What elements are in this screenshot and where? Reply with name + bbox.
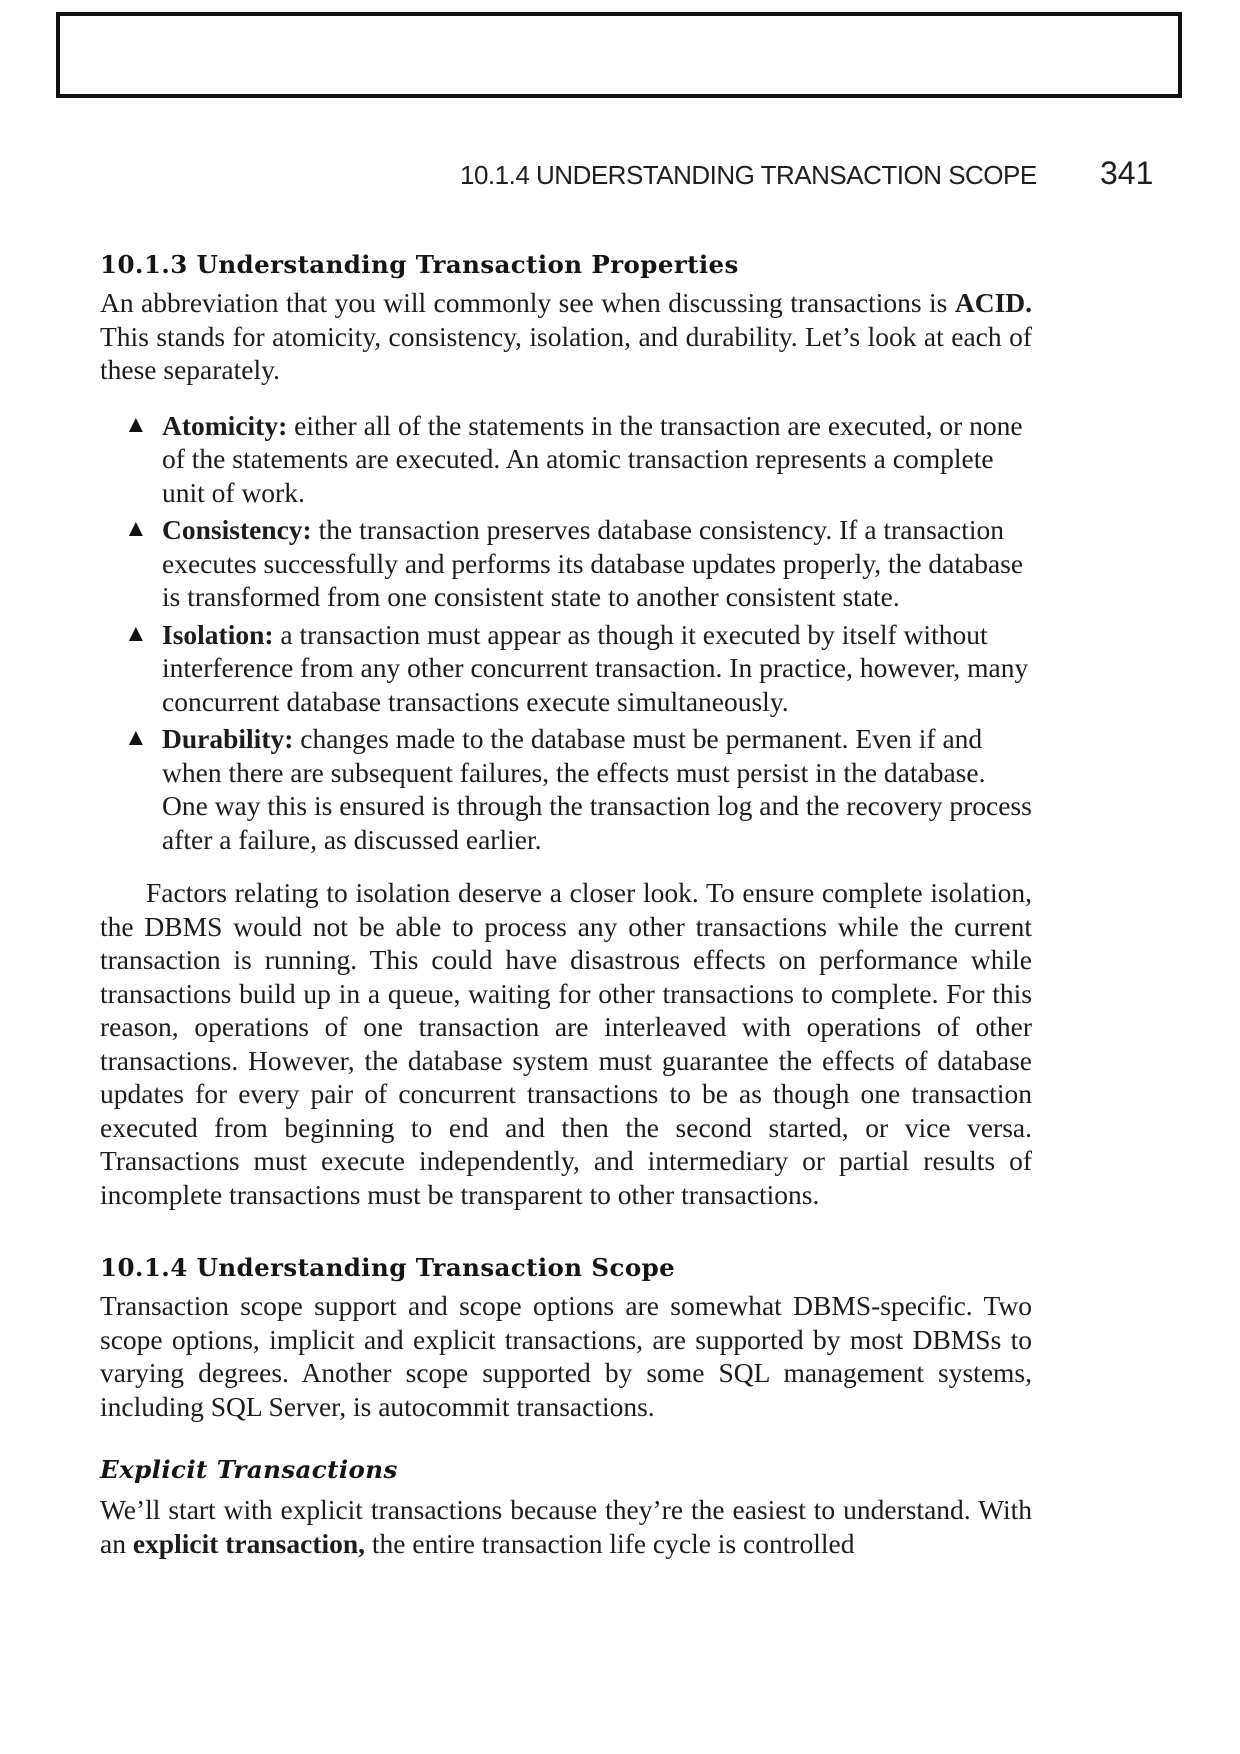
bullet-text: a transaction must appear as though it executed by itself without interference from any other concurrent transaction. In practice, however, many concurrent database transactions execute simultaneously. bbox=[162, 618, 1029, 717]
scope-paragraph: Transaction scope support and scope options are somewhat DBMS-specific. Two scope options, implicit and explicit transactions, are supported by most DBMSs to varying degrees. Another scope supported by some SQL management systems, including SQL Server, is autocommit transactions. bbox=[100, 1290, 1032, 1422]
bullet-text: the transaction preserves database consistency. If a transaction executes successfully and performs its database updates properly, the database is transformed from one consistent state to another consistent state. bbox=[162, 514, 1024, 612]
explicit-text-start: We’ll start with explicit transactions because they’re the easiest to understand. With an bbox=[100, 1494, 1032, 1559]
running-head: 10.1.4 UNDERSTANDING TRANSACTION SCOPE bbox=[460, 160, 1037, 190]
isolation-paragraph: Factors relating to isolation deserve a closer look. To ensure complete isolation, the DBMS would not be able to process any other transactions while the current transaction is running. This could have disastrous effects on performance while transactions build up in a queue, waiting for other transactions to complete. For this reason, operations of one transaction are interleaved with operations of other transactions. However, the database system must guarantee the effects of database updates for every pair of concurrent transactions to be as though one transaction executed from beginning to end and then the second started, or vice versa. Transactions must execute independently, and intermediary or partial results of incomplete transactions must be transparent to other transactions. bbox=[100, 877, 1032, 1210]
section-heading-transaction-scope: 10.1.4 Understanding Transaction Scope bbox=[100, 1253, 676, 1282]
explicit-paragraph bbox=[100, 1493, 1032, 1560]
intro-text-start: An abbreviation that you will commonly see when discussing transactions is bbox=[100, 287, 955, 318]
list-item-atomicity bbox=[100, 409, 1032, 510]
section-heading-transaction-properties: 10.1.3 Understanding Transaction Properties bbox=[100, 250, 739, 279]
list-item-consistency bbox=[100, 513, 1032, 614]
explicit-text-end: the entire transaction life cycle is controlled bbox=[365, 1527, 855, 1559]
bullet-term: Isolation: bbox=[162, 618, 274, 650]
triangle-bullet-icon: ▲ bbox=[124, 516, 148, 542]
bullet-term: Consistency: bbox=[162, 514, 312, 545]
acid-term: ACID. bbox=[954, 287, 1032, 318]
bullet-text: either all of the statements in the transaction are executed, or none of the statements are executed. An atomic transaction represents a complete unit of work. bbox=[162, 409, 1023, 508]
bullet-text: changes made to the database must be permanent. Even if and when there are subsequent failures, the effects must persist in the database. One way this is ensured is through the transaction log and the recovery process after a failure, as discussed earlier. bbox=[162, 723, 1032, 855]
page-number: 341 bbox=[1100, 155, 1154, 191]
bullet-term: Atomicity: bbox=[162, 409, 288, 441]
subheading-explicit-transactions: Explicit Transactions bbox=[100, 1455, 398, 1484]
bullet-term: Durability: bbox=[162, 723, 294, 754]
intro-paragraph bbox=[100, 286, 1032, 387]
triangle-bullet-icon: ▲ bbox=[124, 411, 148, 438]
intro-text-end: This stands for atomicity, consistency, isolation, and durability. Let’s look at each of these separately. bbox=[100, 320, 1032, 385]
explicit-transaction-term: explicit transaction, bbox=[132, 1527, 366, 1559]
list-item-durability bbox=[100, 722, 1032, 856]
list-item-isolation bbox=[100, 618, 1032, 719]
triangle-bullet-icon: ▲ bbox=[124, 620, 148, 647]
acid-property-list bbox=[100, 409, 1032, 857]
triangle-bullet-icon: ▲ bbox=[124, 725, 148, 751]
top-blank-frame bbox=[56, 12, 1182, 98]
page-body bbox=[100, 248, 1032, 1560]
